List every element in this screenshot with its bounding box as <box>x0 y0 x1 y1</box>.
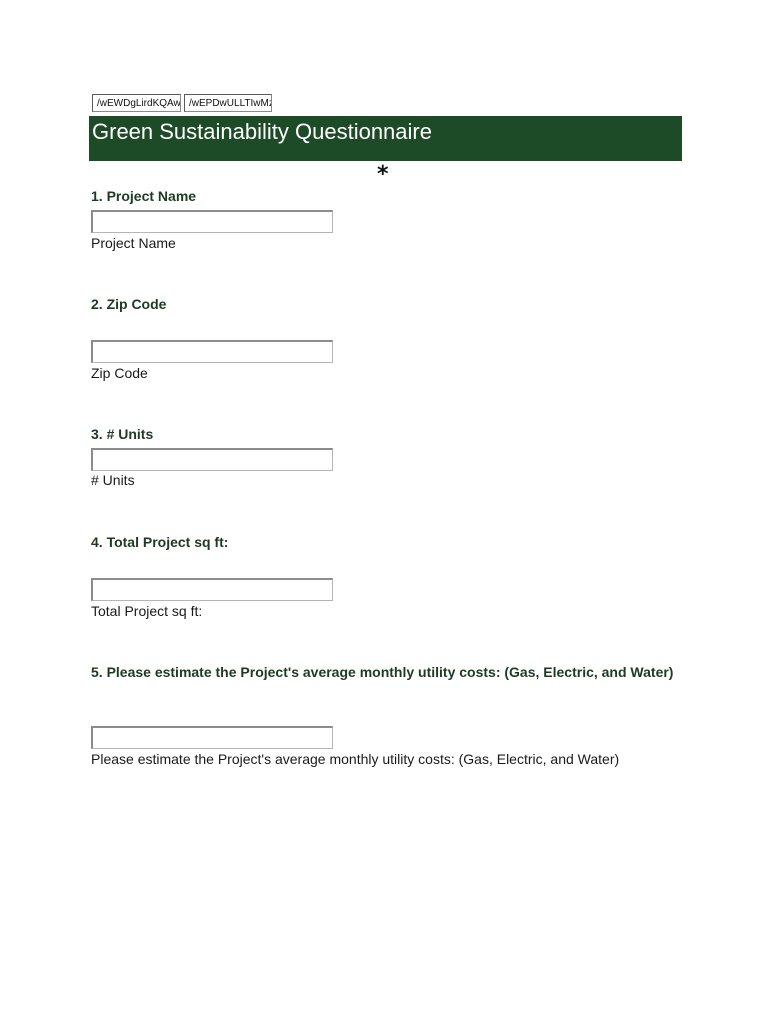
project-name-caption: Project Name <box>91 235 176 251</box>
zip-code-caption: Zip Code <box>91 365 148 381</box>
question-2-label: 2. Zip Code <box>91 296 167 312</box>
question-1-label: 1. Project Name <box>91 188 197 204</box>
required-asterisk: * <box>377 162 389 187</box>
viewstate-field-2[interactable] <box>184 94 272 112</box>
zip-code-input[interactable] <box>91 340 333 363</box>
utility-costs-input[interactable] <box>91 726 333 749</box>
project-name-input[interactable] <box>91 210 333 233</box>
total-sqft-caption: Total Project sq ft: <box>91 603 203 619</box>
title-banner <box>89 116 682 161</box>
question-4-label: 4. Total Project sq ft: <box>91 534 229 550</box>
question-5-label: 5. Please estimate the Project's average monthly utility costs: (Gas, Electric, and Water) <box>91 664 674 680</box>
page-title: Green Sustainability Questionnaire <box>92 119 432 144</box>
units-caption: # Units <box>91 472 135 488</box>
utility-costs-caption: Please estimate the Project's average monthly utility costs: (Gas, Electric, and Water) <box>91 751 620 767</box>
question-3-label: 3. # Units <box>91 426 154 442</box>
total-sqft-input[interactable] <box>91 578 333 601</box>
units-input[interactable] <box>91 448 333 471</box>
viewstate-field-1[interactable] <box>92 94 181 112</box>
